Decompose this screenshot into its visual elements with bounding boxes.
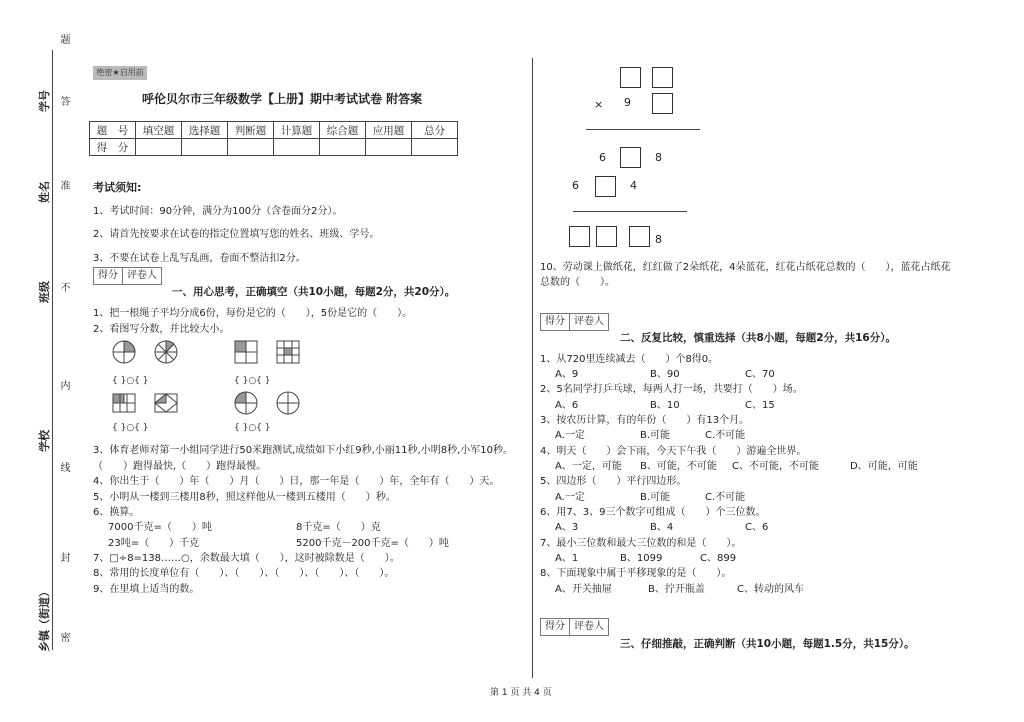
answer-box[interactable] [652, 93, 673, 114]
times-sign: × [594, 98, 604, 111]
svg-text:{ }○{ }: { }○{ } [112, 423, 149, 433]
choice-option[interactable]: C、70 [745, 369, 775, 380]
score-cell[interactable] [274, 139, 320, 156]
grader-score-label: 得分 [98, 270, 118, 281]
choice-question: 3、按农历计算，有的年份（ ）有13个月。 [540, 415, 750, 426]
column-divider [532, 58, 533, 678]
notice-item: 3、不要在试卷上乱写乱画，卷面不整洁扣2分。 [93, 253, 306, 264]
seal-char: 准 [58, 180, 69, 190]
question-line: 9、在里填上适当的数。 [93, 584, 200, 595]
grader-box [540, 618, 609, 636]
choice-question: 8、下面现象中属于平移现象的是（ ）。 [540, 568, 732, 579]
score-header: 判断题 [228, 122, 274, 139]
score-header: 题 号 [90, 122, 136, 139]
margin-label-name: 姓名 [38, 181, 51, 203]
score-cell[interactable] [366, 139, 412, 156]
answer-box[interactable] [569, 226, 590, 247]
question-line: 6、换算。 [93, 507, 140, 518]
margin-label-town: 乡镇（街道） [38, 586, 51, 652]
question-line: 1、把一根绳子平均分成6份，每份是它的（ ），5份是它的（ ）。 [93, 308, 413, 319]
score-cell[interactable] [320, 139, 366, 156]
calc-line [586, 129, 700, 130]
seal-char: 答 [58, 96, 69, 106]
choice-question: 5、四边形（ ）平行四边形。 [540, 476, 687, 487]
fraction-figures-right [232, 338, 312, 438]
answer-box[interactable] [629, 226, 650, 247]
score-header: 总分 [412, 122, 458, 139]
question-line: 10、劳动课上做纸花，红红做了2朵纸花，4朵蓝花，红花占纸花总数的（ ），蓝花占纸花 [540, 262, 951, 273]
choice-question: 1、从720里连续减去（ ）个8得0。 [540, 354, 719, 365]
choice-question: 6、用7、3、9三个数字可组成（ ）个三位数。 [540, 507, 766, 518]
notice-heading: 考试须知: [93, 181, 142, 194]
question-line: 3、体育老师对第一小组同学进行50米跑测试,成绩如下小红9秒,小丽11秒,小明8秒,小军10秒。 [93, 445, 513, 456]
digit: 6 [599, 151, 606, 164]
choice-question: 4、明天（ ）会下雨，今天下午我（ ）游遍全世界。 [540, 446, 807, 457]
choice-option[interactable]: B、1099 [620, 553, 663, 564]
choice-option[interactable]: A、9 [555, 369, 579, 380]
calc-line [573, 211, 687, 212]
svg-text:{ }○{ }: { }○{ } [112, 376, 149, 386]
choice-option[interactable]: B.可能 [640, 430, 671, 441]
choice-option[interactable]: B、90 [650, 369, 680, 380]
grader-box [540, 313, 609, 331]
choice-option[interactable]: A、一定，可能 [555, 461, 622, 472]
choice-option[interactable]: A、3 [555, 522, 579, 533]
score-cell[interactable] [412, 139, 458, 156]
question-line: 4、你出生于（ ）年（ ）月（ ）日，那一年是（ ）年，全年有（ ）天。 [93, 476, 500, 487]
conversion-item: 7000千克=（ ）吨 [108, 522, 212, 533]
choice-option[interactable]: C.不可能 [705, 430, 746, 441]
seal-char: 内 [58, 380, 69, 390]
question-line: 7、□÷8=138……○，余数最大填（ ），这时被除数是（ ）。 [93, 553, 400, 564]
choice-option[interactable]: C、不可能，不可能 [732, 461, 819, 472]
conversion-item: 8千克=（ ）克 [296, 522, 381, 533]
seal-char: 不 [58, 282, 69, 292]
choice-option[interactable]: B.可能 [640, 492, 671, 503]
choice-option[interactable]: B、10 [650, 400, 680, 411]
choice-option[interactable]: B、4 [650, 522, 674, 533]
section2-heading: 二、反复比较，慎重选择（共8小题，每题2分，共16分）。 [620, 332, 896, 344]
grader-score-label: 得分 [545, 316, 565, 327]
grader-reviewer-label: 评卷人 [122, 268, 161, 284]
grader-score-label: 得分 [545, 621, 565, 632]
question-line: 总数的（ ）。 [540, 277, 615, 288]
choice-option[interactable]: B、可能，不可能 [640, 461, 717, 472]
choice-option[interactable]: A、6 [555, 400, 579, 411]
seal-char: 密 [58, 632, 69, 642]
score-cell[interactable] [182, 139, 228, 156]
score-header: 综合题 [320, 122, 366, 139]
digit: 6 [572, 179, 579, 192]
notice-item: 1、考试时间：90分钟，满分为100分（含卷面分2分）。 [93, 206, 343, 217]
section1-heading: 一、用心思考，正确填空（共10小题，每题2分，共20分）。 [172, 286, 456, 298]
svg-text:{ }○{ }: { }○{ } [234, 376, 271, 386]
score-table [89, 121, 458, 156]
score-header: 应用题 [366, 122, 412, 139]
choice-option[interactable]: C、转动的风车 [737, 584, 804, 595]
seal-char: 封 [58, 552, 69, 562]
choice-question: 2、5名同学打乒乓球，每两人打一场，共要打（ ）场。 [540, 384, 803, 395]
margin-label-student-id: 学号 [38, 90, 51, 112]
score-header: 计算题 [274, 122, 320, 139]
conversion-item: 23吨=（ ）千克 [108, 538, 200, 549]
seal-char: 线 [58, 462, 69, 472]
digit: 8 [655, 151, 662, 164]
answer-box[interactable] [596, 226, 617, 247]
page-title: 呼伦贝尔市三年级数学【上册】期中考试试卷 附答案 [142, 92, 423, 106]
choice-option[interactable]: D、可能，可能 [850, 461, 918, 472]
choice-option[interactable]: A.一定 [555, 430, 585, 441]
answer-box[interactable] [620, 147, 641, 168]
margin-label-class: 班级 [38, 281, 51, 303]
seal-char: 题 [58, 34, 69, 44]
choice-question: 7、最小三位数和最大三位数的和是（ ）。 [540, 538, 742, 549]
section3-heading: 三、仔细推敲，正确判断（共10小题，每题1.5分，共15分）。 [620, 638, 915, 650]
digit: 9 [624, 96, 631, 109]
answer-box[interactable] [595, 176, 616, 197]
question-line: 8、常用的长度单位有（ ）、（ ）、（ ）、（ ）、（ ）。 [93, 568, 395, 579]
choice-option[interactable]: C、6 [745, 522, 769, 533]
score-header: 选择题 [182, 122, 228, 139]
answer-box[interactable] [620, 67, 641, 88]
score-cell[interactable] [136, 139, 182, 156]
svg-text:{ }○{ }: { }○{ } [234, 423, 271, 433]
grader-reviewer-label: 评卷人 [569, 314, 608, 330]
question-line: 2、看图写分数，并比较大小。 [93, 324, 230, 335]
conversion-item: 5200千克－200千克=（ ）吨 [296, 538, 449, 549]
digit: 8 [655, 233, 662, 246]
answer-box[interactable] [652, 67, 673, 88]
digit: 4 [630, 179, 637, 192]
margin-label-school: 学校 [38, 430, 51, 452]
question-line: 5、小明从一楼到三楼用8秒，照这样他从一楼到五楼用（ ）秒。 [93, 492, 396, 503]
grader-box [93, 267, 162, 285]
choice-option[interactable]: A、1 [555, 553, 579, 564]
question-line: （ ）跑得最快,（ ）跑得最慢。 [93, 461, 267, 472]
grader-reviewer-label: 评卷人 [569, 619, 608, 635]
notice-item: 2、请首先按要求在试卷的指定位置填写您的姓名、班级、学号。 [93, 229, 380, 240]
page-footer: 第 1 页 共 4 页 [490, 688, 552, 698]
binding-line [52, 50, 53, 650]
choice-option[interactable]: B、拧开瓶盖 [648, 584, 705, 595]
score-header: 填空题 [136, 122, 182, 139]
choice-option[interactable]: C.不可能 [705, 492, 746, 503]
choice-option[interactable]: C、15 [745, 400, 775, 411]
confidential-stamp: 绝密★启用前 [93, 66, 147, 80]
choice-option[interactable]: A、开关抽屉 [555, 584, 612, 595]
choice-option[interactable]: A.一定 [555, 492, 585, 503]
choice-option[interactable]: C、899 [700, 553, 737, 564]
score-cell[interactable] [228, 139, 274, 156]
score-row-label: 得 分 [90, 139, 136, 156]
